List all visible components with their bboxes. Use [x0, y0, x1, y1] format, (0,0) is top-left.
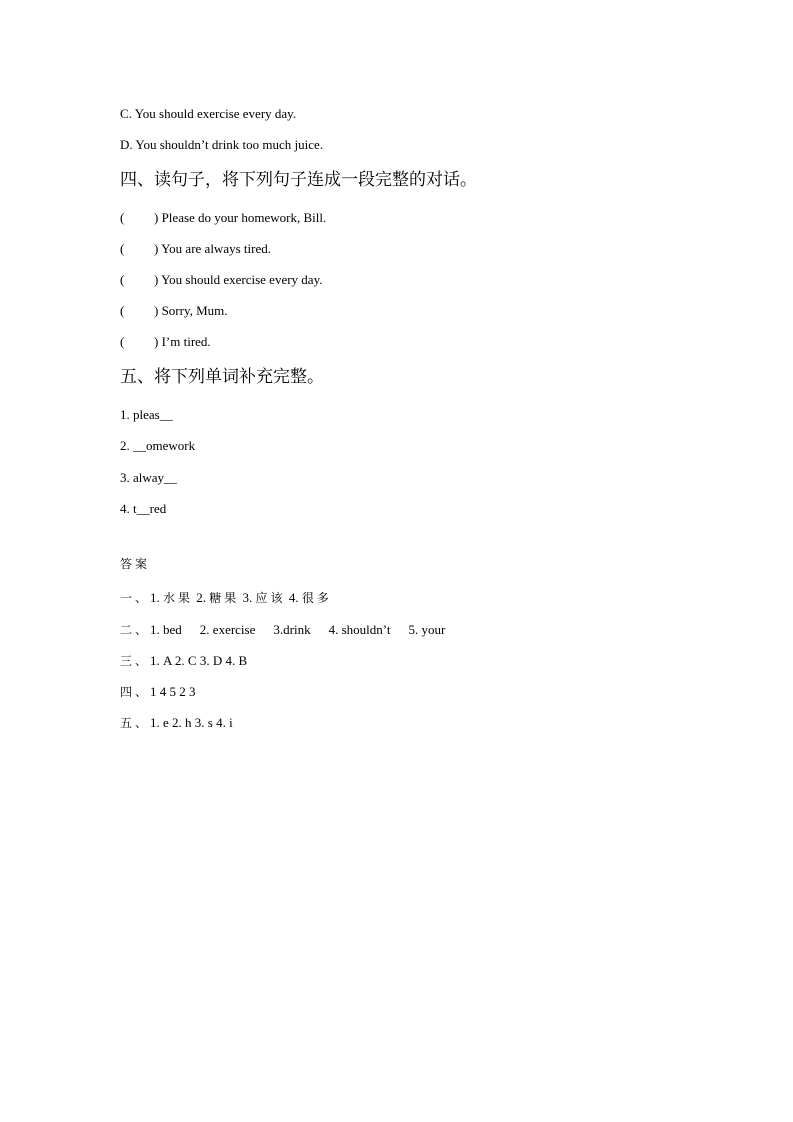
dialogue-line — [120, 334, 211, 350]
answer-part: 3.drink — [273, 622, 311, 637]
dialogue-text: ) I’m tired. — [154, 334, 211, 349]
dialogue-text: ) You are always tired. — [154, 241, 271, 256]
answer-paren: ( — [120, 272, 125, 287]
answer-line-4 — [120, 684, 196, 700]
answer-line-3 — [120, 653, 247, 669]
word-item: 3. alway__ — [120, 470, 178, 485]
section4-heading: 四、读句子，将下列句子连成一段完整的对话。 — [120, 170, 477, 190]
answer-num: 3. — [242, 590, 253, 605]
word-item: 4. t__red — [120, 501, 167, 516]
dialogue-text: ) Please do your homework, Bill. — [154, 210, 327, 225]
answer-prefix: 三、 — [120, 654, 151, 668]
answer-prefix: 一、 — [120, 591, 151, 605]
answers-title: 答案 — [120, 557, 151, 571]
answer-part: 5. your — [408, 622, 446, 637]
answer-word: 水果 — [163, 591, 194, 605]
answer-text: 1 4 5 2 3 — [150, 684, 196, 699]
word-item: 2. __omework — [120, 438, 196, 453]
dialogue-line — [120, 210, 326, 226]
answer-prefix: 五、 — [120, 716, 151, 730]
answer-word: 应该 — [255, 591, 286, 605]
answer-line-2 — [120, 622, 445, 638]
answer-text: 1. e 2. h 3. s 4. i — [150, 715, 233, 730]
dialogue-line — [120, 241, 271, 257]
answer-line-1 — [120, 590, 332, 606]
dialogue-line — [120, 303, 228, 319]
answer-word: 很多 — [301, 591, 332, 605]
answer-prefix: 四、 — [120, 685, 151, 699]
answer-text: 1. A 2. C 3. D 4. B — [150, 653, 248, 668]
answer-prefix: 二、 — [120, 623, 151, 637]
answer-part: 1. bed — [150, 622, 182, 637]
dialogue-text: ) Sorry, Mum. — [154, 303, 228, 318]
answer-paren: ( — [120, 303, 125, 318]
word-item: 1. pleas__ — [120, 407, 173, 422]
answer-num: 1. — [150, 590, 160, 605]
option-c: C. You should exercise every day. — [120, 106, 297, 121]
answer-paren: ( — [120, 334, 125, 349]
answer-part: 4. shouldn’t — [328, 622, 391, 637]
answer-num: 4. — [288, 590, 299, 605]
answer-num: 2. — [196, 590, 207, 605]
answer-line-5 — [120, 715, 233, 731]
option-d: D. You shouldn’t drink too much juice. — [120, 137, 324, 152]
answer-part: 2. exercise — [199, 622, 256, 637]
dialogue-line — [120, 272, 322, 288]
answer-word: 糖果 — [209, 591, 240, 605]
section5-heading: 五、将下列单词补充完整。 — [120, 367, 324, 387]
dialogue-text: ) You should exercise every day. — [154, 272, 323, 287]
answer-paren: ( — [120, 210, 125, 225]
answer-paren: ( — [120, 241, 125, 256]
